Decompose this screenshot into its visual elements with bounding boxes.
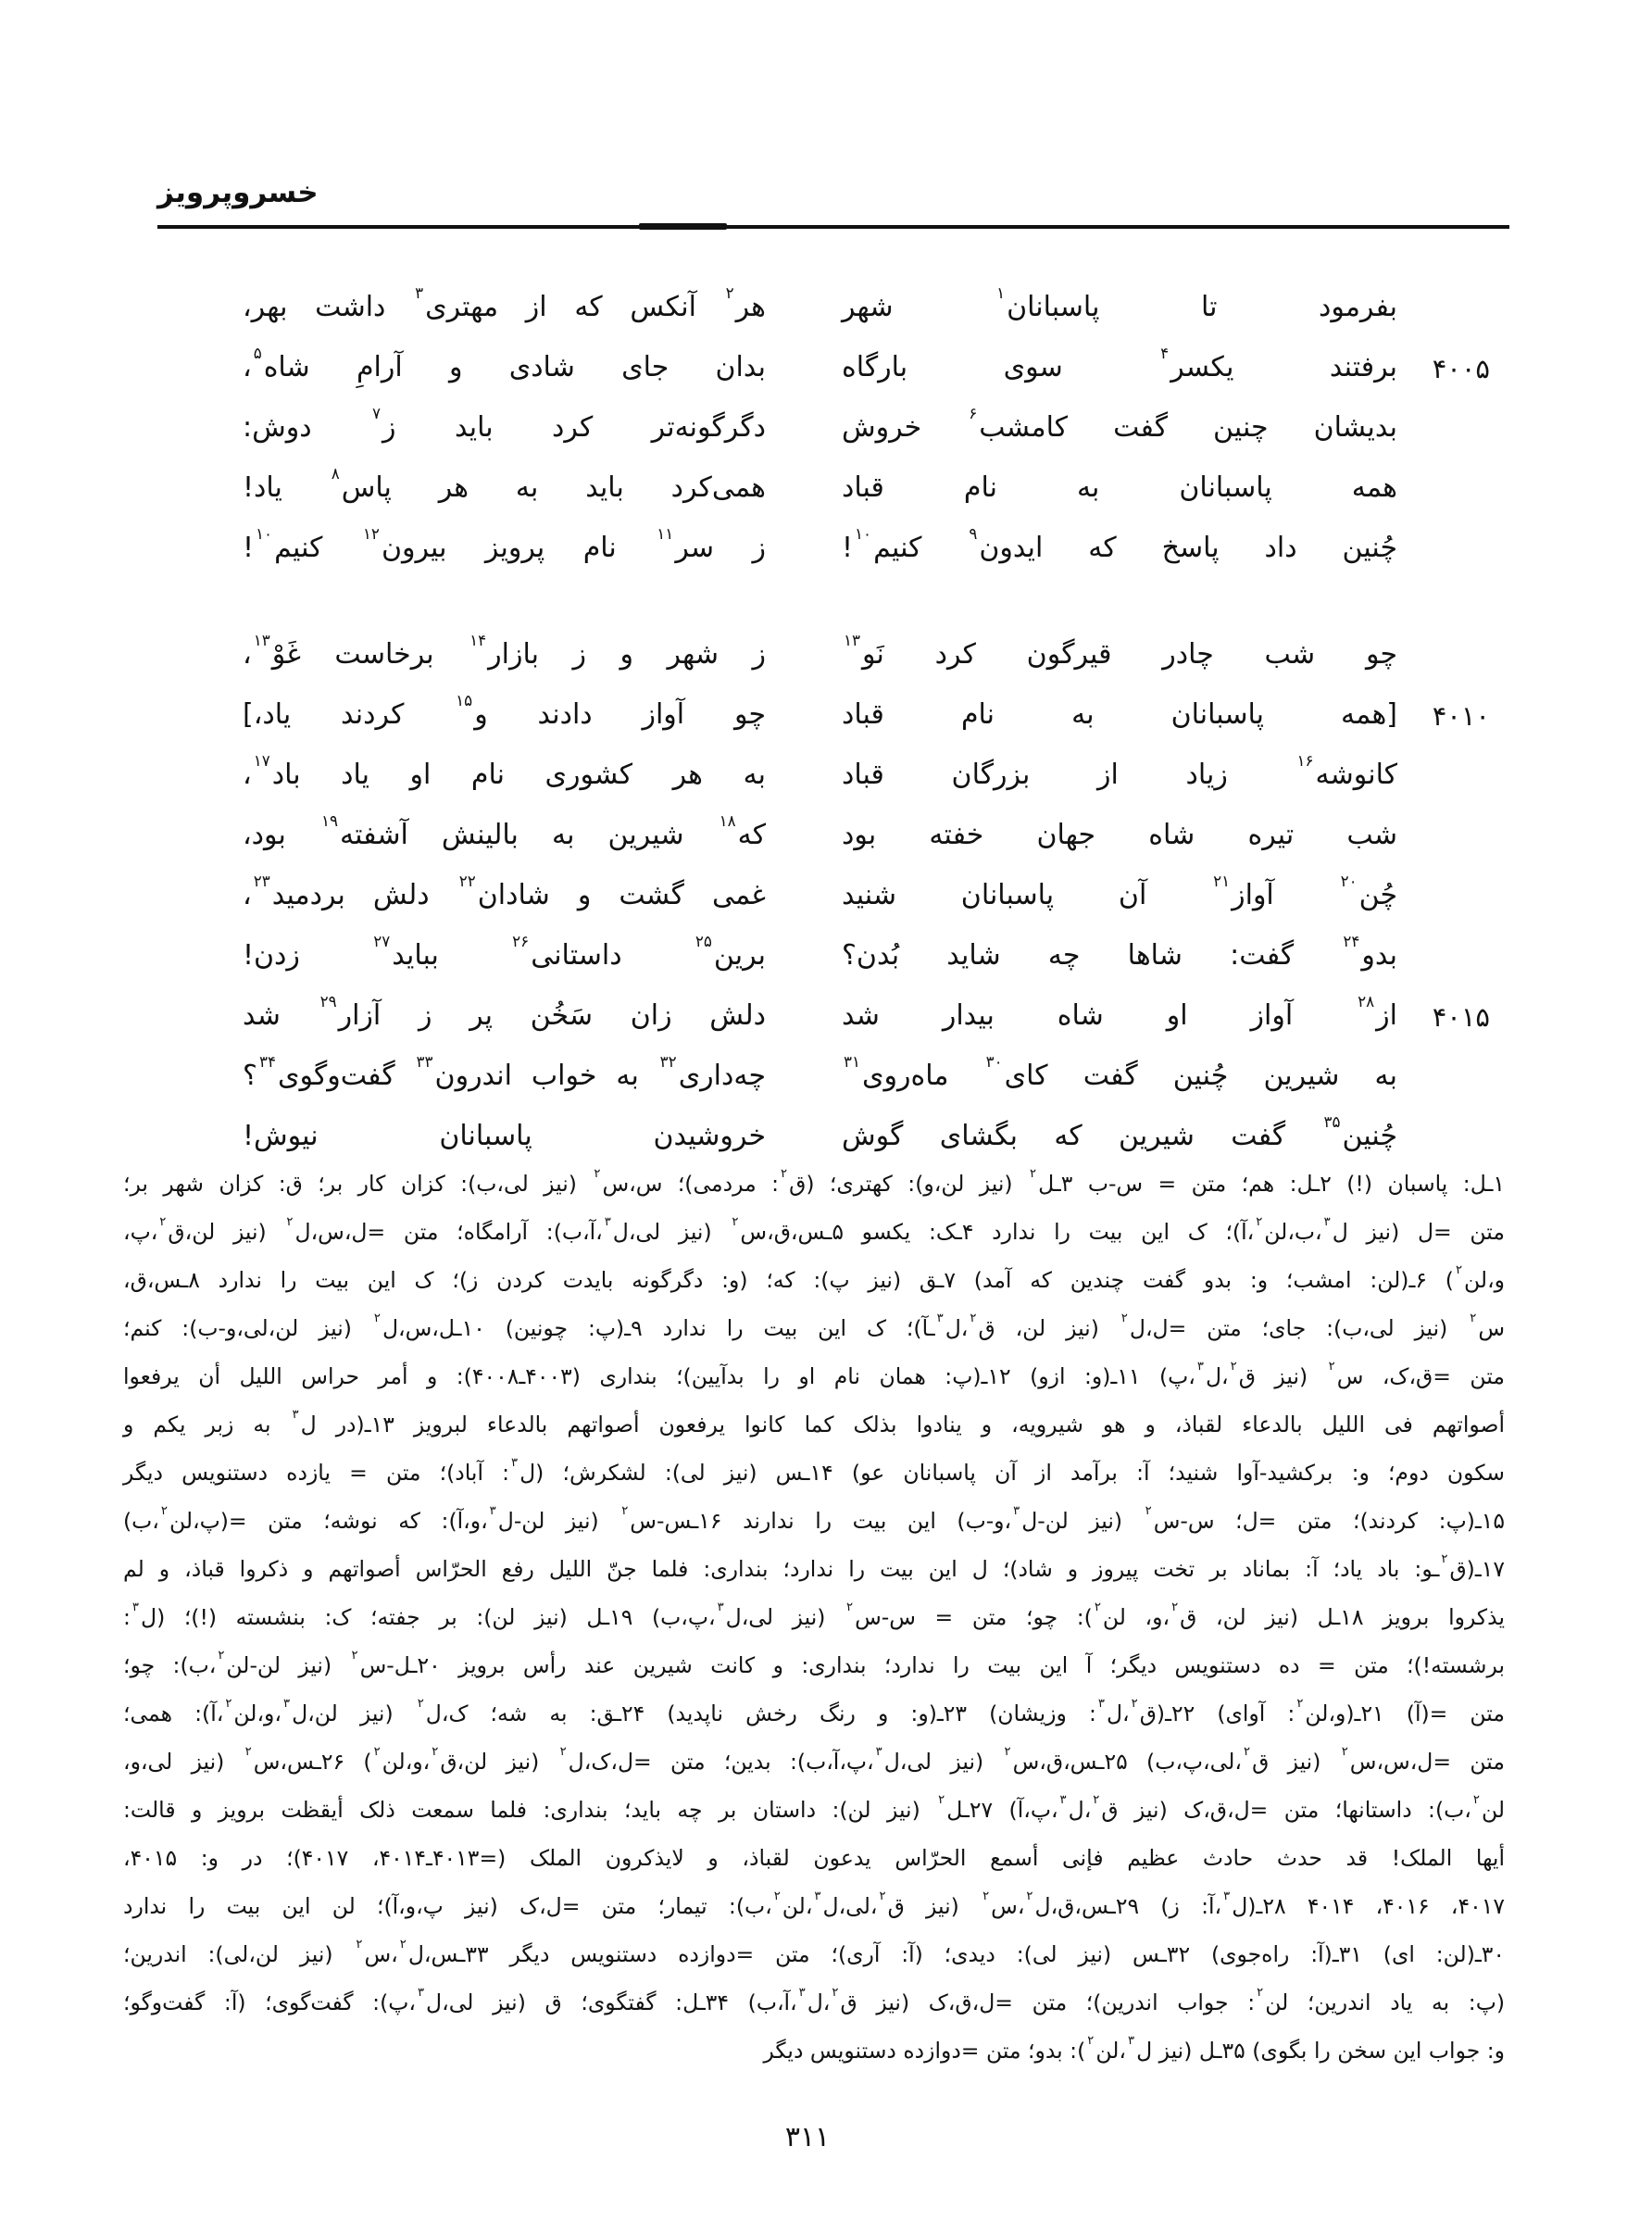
footnote-marker: ۷ (372, 403, 382, 422)
footnote-marker: ۱۳ (253, 630, 270, 649)
footnote-marker: ۲۸ (1358, 991, 1375, 1010)
footnote-marker: ۲ (621, 1503, 629, 1518)
footnote-marker: ۲ (1230, 1359, 1237, 1374)
footnote-marker: ۳ (1323, 1214, 1331, 1229)
footnote-marker: ۲ (351, 1648, 358, 1663)
footnote-marker: ۲ (879, 1889, 886, 1903)
hemistich-first: از$^{۲۸}$ آواز او شاه بیدار شد (842, 991, 1397, 1033)
hemistich-second: ز سر$^{۱۱}$ نام پرویز بیرون$^{۱۲}$ کنیم$^{۱۰}$! (243, 523, 766, 565)
verse-group (243, 278, 1490, 579)
footnote-marker: ۲۹ (319, 991, 337, 1010)
hemistich-second: بدان جای شادی و آرامِ شاه$^۵$، (243, 343, 766, 384)
footnote-marker: ۲۰ (1340, 871, 1358, 890)
apparatus-line: لن$^۲$،ب): داستانها؛ متن =ل،ق،ک (نیز ق$^۲$،ل$^۳$،پ،آ) ۲۷ـل$^۲$ (نیز لن): داستان بر چه باید؛ بنداری: فلما سمعت ذلک أیقظت برویز و قالت: (123, 1792, 1505, 1823)
footnote-marker: ۳ (936, 1311, 944, 1325)
footnote-marker: ۳ (131, 1600, 139, 1614)
footnote-marker: ۲۳ (253, 871, 270, 890)
footnote-marker: ۲ (373, 1744, 381, 1759)
apparatus-line: ۱۵ـ(پ: کردند)؛ متن =ل؛ س-س$^۲$ (نیز لن-ل$^۳$،و-ب) این بیت را ندارند ۱۶ـس-س$^۲$ (نیز لن-ل$^۳$،و،آ): که نوشه؛ متن =(پ،لن$^۲$،ب) (123, 1503, 1505, 1534)
footnote-marker: ۴ (1160, 343, 1170, 362)
footnote-marker: ۲ (594, 1166, 601, 1181)
footnote-marker: ۲ (159, 1214, 167, 1229)
footnote-marker: ۲ (832, 1985, 839, 2000)
footnote-marker: ۲ (432, 1744, 439, 1759)
footnote-marker: ۲ (732, 1214, 739, 1229)
footnote-marker: ۲ (1030, 1166, 1037, 1181)
footnote-marker: ۲ (1256, 1214, 1263, 1229)
footnote-marker: ۱۵ (456, 690, 473, 709)
footnote-marker: ۱۲ (362, 523, 380, 543)
footnote-marker: ۱۰ (256, 523, 273, 543)
hemistich-second: به هر کشوری نام او یاد باد$^{۱۷}$، (243, 750, 766, 792)
footnote-marker: ۶ (969, 403, 978, 422)
hemistich-first: به شیرین چُنین گفت کای$^{۳۰}$ ماه‌روی$^{۳۱}$ (844, 1051, 1397, 1093)
footnote-marker: ۳ (1223, 1889, 1231, 1903)
hemistich-first: شب تیره شاه جهان خفته بود (842, 819, 1397, 852)
running-head-title: خسروپرویز (157, 176, 319, 209)
footnote-marker: ۳ (798, 1985, 806, 2000)
footnote-marker: ۲ (938, 1792, 945, 1807)
footnote-marker: ۳۲ (659, 1051, 677, 1071)
hemistich-first: برفتند یکسر$^۴$ سوی بارگاه (842, 343, 1397, 384)
verse-row (243, 338, 1490, 398)
footnote-marker: ۲۶ (512, 931, 530, 950)
footnote-marker: ۲ (1087, 2033, 1095, 2048)
apparatus-line: سکون دوم؛ و: برکشید-آوا شنید؛ آ: برآمد از آن پاسبانان عو) ۱۴ـس (نیز لی): لشکرش؛ (ل$^۳$: آباد)؛ متن = یازده دستنویس دیگر (123, 1455, 1505, 1486)
apparatus-line: س$^۲$ (نیز لی،ب): جای؛ متن =ل،ل$^۲$ (نیز لن، ق$^۲$،ل$^۳$ـآ)؛ ک این بیت را ندارد ۹ـ(پ: چونین) ۱۰ـل،س،ل$^۲$ (نیز لن،لی،و-ب): کنم؛ (123, 1311, 1506, 1341)
hemistich-first: چو شب چادر قیرگون کرد نَو$^{۱۳}$ (844, 630, 1397, 671)
hemistich-second: خروشیدن پاسبانان نیوش! (243, 1120, 766, 1153)
footnote-marker: ۳ (282, 1696, 291, 1711)
verse-row (243, 1047, 1490, 1107)
hemistich-first: کانوشه$^{۱۶}$ زیاد از بزرگان قباد (842, 750, 1397, 792)
footnote-marker: ۲ (160, 1503, 168, 1518)
footnote-marker: ۳ (604, 1214, 611, 1229)
footnote-marker: ۲۷ (373, 931, 391, 950)
footnote-marker: ۲۵ (695, 931, 712, 950)
apparatus-line: (پ: به یاد اندرین؛ لن$^۲$: جواب اندرین)؛ متن =ل،ق،ک (نیز ق$^۲$،ل$^۳$،آ،ب) ۳۴ـل: گفتگوی؛ ق (نیز لی،ل$^۳$،پ): گفت‌گوی؛ (آ: گفت‌وگو؛ (123, 1985, 1505, 2015)
footnote-marker: ۹ (969, 523, 978, 543)
footnote-marker: ۲ (1441, 1551, 1448, 1566)
hemistich-second: چو آواز دادند و$^{۱۵}$ کردند یاد،] (243, 690, 766, 732)
apparatus-line: ۳۰ـ(لن: ای) ۳۱ـ(آ: راه‌جوی) ۳۲ـس (نیز لی): دیدی؛ (آ: آری)؛ متن =دوازده دستنویس دیگر ۳۳ـس،ل$^۲$،س$^۲$ (نیز لن،لی): اندرین؛ (123, 1937, 1506, 1967)
hemistich-second: غمی گشت و شادان$^{۲۲}$ دلش بردمید$^{۲۳}$، (243, 871, 766, 912)
footnote-marker: ۸ (331, 463, 340, 483)
verse-row (243, 278, 1490, 338)
verse-row (243, 458, 1490, 519)
apparatus-line: ۱۷ـ(ق$^۲$ـو: باد یاد؛ آ: بماناد بر تخت پیروز و شاد)؛ ل این بیت را ندارد؛ بنداری: فلما جنّ اللیل رفع الحرّاس أصواتهم و ذکروا قباذ، و لم (123, 1551, 1505, 1582)
page-number: ۳۱۱ (784, 2121, 831, 2153)
footnote-marker: ۱۶ (1296, 750, 1314, 770)
apparatus-line: أصواتهم فی اللیل بالدعاء لقباذ، و هو شیرویه، و ینادوا بذلک کما کانوا یرفعون أصواتهم بالدعاء لبرویز ۱۳ـ(در ل$^۳$ به زبر یکم و (123, 1407, 1505, 1437)
poem-block (243, 278, 1490, 1213)
hemistich-second: ز شهر و ز بازار$^{۱۴}$ برخاست غَوْ$^{۱۳}$، (243, 630, 766, 671)
hemistich-second: چه‌داری$^{۳۲}$ به خواب اندرون$^{۳۳}$ گفت‌وگوی$^{۳۴}$؟ (243, 1051, 766, 1093)
verse-number: ۴۰۱۰ (1432, 699, 1490, 732)
footnote-marker: ۱۸ (719, 810, 736, 830)
footnote-marker: ۵ (253, 343, 262, 362)
footnote-marker: ۳۱ (844, 1051, 861, 1071)
hemistich-first: چُنین داد پاسخ که ایدون$^۹$ کنیم$^{۱۰}$! (842, 523, 1397, 565)
footnote-marker: ۲ (356, 1937, 363, 1952)
footnote-marker: ۳ (417, 1985, 425, 2000)
hemistich-first: بفرمود تا پاسبانان$^۱$ شهر (842, 282, 1397, 324)
hemistich-second: برین$^{۲۵}$ داستانی$^{۲۶}$ بباید$^{۲۷}$ زدن! (243, 931, 766, 973)
footnote-marker: ۲ (1171, 1600, 1179, 1614)
hemistich-second: دگرگونه‌تر کرد باید ز$^۷$ دوش: (243, 403, 766, 445)
verse-row (243, 625, 1490, 685)
hemistich-second: که$^{۱۸}$ شیرین به بالینش آشفته$^{۱۹}$ بود، (243, 810, 766, 852)
footnote-marker: ۳ (1097, 1696, 1105, 1711)
footnote-marker: ۳ (1059, 1792, 1067, 1807)
apparatus-line: متن =ل (نیز ل$^۳$،ب،لن$^۲$،آ)؛ ک این بیت را ندارد ۴ـک: یکسو ۵ـس،ق،س$^۲$ (نیز لی،ل$^۳$،آ،ب): آرامگاه؛ متن =ل،س،ل$^۲$ (نیز لن،ق$^۲$،پ، (123, 1214, 1505, 1245)
footnote-marker: ۲ (846, 1600, 854, 1614)
verse-group (243, 625, 1490, 1167)
verse-row (243, 926, 1490, 986)
verse-row (243, 685, 1490, 746)
footnote-marker: ۳۰ (985, 1051, 1003, 1071)
footnote-marker: ۲ (1296, 1696, 1304, 1711)
footnote-marker: ۲ (970, 1311, 977, 1325)
apparatus-line: و: جواب این سخن را بگوی) ۳۵ـل (نیز ل$^۳$،لن$^۲$): بدو؛ متن =دوازده دستنویس دیگر (763, 2033, 1505, 2064)
footnote-marker: ۳ (292, 1407, 299, 1422)
footnote-marker: ۱۴ (469, 630, 487, 649)
footnote-marker: ۲ (1004, 1744, 1011, 1759)
footnote-marker: ۲ (373, 1311, 381, 1325)
footnote-marker: ۱۳ (844, 630, 861, 649)
hemistich-second: همی‌کرد باید به هر پاس$^۸$ یاد! (243, 463, 767, 505)
apparatus-line: أیها الملک! قد حدث حادث عظیم فإنی أسمع الحرّاس یدعون لقباذ، و لایذکرون الملک (=۴۰۱۳ـ۴۰۱۴، ۴۰۱۷)؛ در و: ۴۰۱۵، (123, 1845, 1505, 1871)
footnote-marker: ۲ (1328, 1359, 1335, 1374)
footnote-marker: ۲ (1094, 1600, 1101, 1614)
footnote-marker: ۱۷ (253, 750, 270, 770)
apparatus-line: ۴۰۱۷، ۴۰۱۶، ۴۰۱۴ ۲۸ـ(ل$^۳$،آ: ز) ۲۹ـس،ق،ل$^۲$،س$^۲$ (نیز ق$^۲$،لی،ل$^۳$،لن$^۲$،ب): تیمار؛ متن =ل،ک (نیز پ،و،آ)؛ لن این بیت را ندارد (123, 1889, 1505, 1919)
footnote-marker: ۳۵ (1323, 1111, 1341, 1131)
footnote-marker: ۱۱ (657, 523, 674, 543)
hemistich-first: همه پاسبانان به نام قباد (842, 471, 1397, 505)
verse-number: ۴۰۱۵ (1432, 1000, 1490, 1033)
footnote-marker: ۱ (996, 282, 1006, 302)
footnote-marker: ۳۴ (258, 1051, 276, 1071)
verse-row (243, 1107, 1490, 1167)
footnote-marker: ۲ (781, 1166, 788, 1181)
apparatus-line: ۱ـل: پاسبان (!) ۲ـل: هم؛ متن = س-ب ۳ـل$^۲$ (نیز لن،و): کهتری؛ (ق$^۲$: مردمی)؛ س،س$^۲$ (نیز لی،ب): کزان کار بر؛ ق: کزان شهر بر؛ (123, 1166, 1506, 1197)
apparatus-line: متن =ل،س،س$^۲$ (نیز ق$^۲$،لی،پ،ب) ۲۵ـس،ق،س$^۲$ (نیز لی،ل$^۳$،پ،آ،ب): بدین؛ متن =ل،ک،ل$^۲$ (نیز لن،ق$^۲$،و،لن$^۲$) ۲۶ـس،س$^۲$ (نیز لی،و، (123, 1744, 1505, 1775)
footnote-marker: ۳ (415, 282, 424, 302)
footnote-marker: ۲ (286, 1214, 294, 1229)
footnote-marker: ۲ (218, 1648, 225, 1663)
footnote-marker: ۲ (1120, 1311, 1128, 1325)
footnote-marker: ۲ (1257, 1985, 1264, 2000)
footnote-marker: ۲۱ (1213, 871, 1231, 890)
footnote-marker: ۲ (559, 1744, 567, 1759)
footnote-marker: ۲ (1455, 1262, 1463, 1277)
footnote-marker: ۳ (875, 1744, 882, 1759)
footnote-marker: ۱۹ (321, 810, 339, 830)
hemistich-second: دلش زان سَخُن پر ز آزار$^{۲۹}$ شد (243, 991, 767, 1033)
verse-row (243, 519, 1490, 579)
footnote-marker: ۲ (1243, 1744, 1251, 1759)
verse-row (243, 746, 1490, 806)
footnote-marker: ۱۰ (855, 523, 872, 543)
apparatus-line: متن =ق،ک، س$^۲$ (نیز ق$^۲$،ل$^۳$،پ) ۱۱ـ(و: ازو) ۱۲ـ(پ: همان نام او را بدآیین)؛ بنداری (۴۰۰۳ـ۴۰۰۸): و أمر حراس اللیل أن یرفعوا (123, 1359, 1505, 1389)
footnote-marker: ۲ (417, 1696, 424, 1711)
footnote-marker: ۳ (1127, 2033, 1135, 2048)
footnote-marker: ۲۲ (458, 871, 476, 890)
apparatus-line: و،لن$^۲$) ۶ـ(لن: امشب؛ و: بدو گفت چندین که آمد) ۷ـق (نیز پ): که؛ (و: دگرگونه بایدت کردن ز)؛ ک این بیت را ندارد ۸ـس،ق، (123, 1262, 1505, 1293)
footnote-marker: ۲ (773, 1889, 781, 1903)
footnote-marker: ۲۴ (1343, 931, 1360, 950)
verse-row (243, 398, 1490, 458)
verse-row (243, 866, 1490, 926)
footnote-marker: ۳ (489, 1503, 496, 1518)
hemistich-first: [همه پاسبانان به نام قباد (842, 698, 1397, 732)
footnote-marker: ۲ (725, 282, 734, 302)
apparatus-line: متن =(آ) ۲۱ـ(و،لن$^۲$: آوای) ۲۲ـ(ق$^۲$،ل$^۳$: وزیشان) ۲۳ـ(و: و رنگ رخش ناپدید) ۲۴ـق: به شه؛ ک،ل$^۲$ (نیز لن،ل$^۳$،و،لن$^۲$،آ): همی؛ (123, 1696, 1505, 1726)
header-rule (157, 225, 1509, 229)
header-rule-blot (639, 223, 727, 230)
footnote-marker: ۲ (1026, 1889, 1033, 1903)
footnote-marker: ۳ (717, 1600, 724, 1614)
hemistich-first: چُن$^{۲۰}$ آواز$^{۲۱}$ آن پاسبانان شنید (842, 871, 1397, 912)
hemistich-first: بدو$^{۲۴}$ گفت: شاها چه شاید بُدن؟ (842, 931, 1397, 973)
footnote-marker: ۲ (1341, 1744, 1348, 1759)
footnote-marker: ۲ (399, 1937, 407, 1952)
footnote-marker: ۲ (225, 1696, 232, 1711)
hemistich-second: هر$^۲$ آنکس که از مهتری$^۳$ داشت بهر، (243, 282, 766, 324)
footnote-marker: ۲ (1472, 1792, 1480, 1807)
apparatus-line: برشسته!)؛ متن = ده دستنویس دیگر؛ آ این بیت را ندارد؛ بنداری: و کانت شیرین عند رأس برویز ۲۰ـل-س$^۲$ (نیز لن-لن$^۲$،ب): چو؛ (123, 1648, 1505, 1678)
verse-number: ۴۰۰۵ (1432, 352, 1490, 384)
apparatus-line: یذکروا برویز ۱۸ـل (نیز لن، ق$^۲$،و، لن$^۲$): چو؛ متن = س-س$^۲$ (نیز لی،ل$^۳$،پ،ب) ۱۹ـل (نیز لن): بر جفته؛ ک: بنشسته (!)؛ (ل$^۳$: (123, 1600, 1505, 1630)
hemistich-first: بدیشان چنین گفت کامشب$^۶$ خروش (842, 403, 1397, 445)
footnote-marker: ۲ (1470, 1311, 1477, 1325)
verse-row (243, 986, 1490, 1047)
footnote-marker: ۲ (1093, 1792, 1100, 1807)
hemistich-first: چُنین$^{۳۵}$ گفت شیرین که بگشای گوش (842, 1111, 1397, 1153)
footnote-marker: ۲ (982, 1889, 990, 1903)
verse-row (243, 806, 1490, 866)
footnote-marker: ۲ (244, 1744, 252, 1759)
critical-apparatus (123, 1160, 1505, 2075)
footnote-marker: ۳ (814, 1889, 821, 1903)
footnote-marker: ۳ (1196, 1359, 1204, 1374)
footnote-marker: ۳۳ (416, 1051, 433, 1071)
footnote-marker: ۲ (1145, 1503, 1152, 1518)
footnote-marker: ۲ (1131, 1696, 1138, 1711)
footnote-marker: ۳ (511, 1455, 519, 1470)
footnote-marker: ۳ (1013, 1503, 1020, 1518)
